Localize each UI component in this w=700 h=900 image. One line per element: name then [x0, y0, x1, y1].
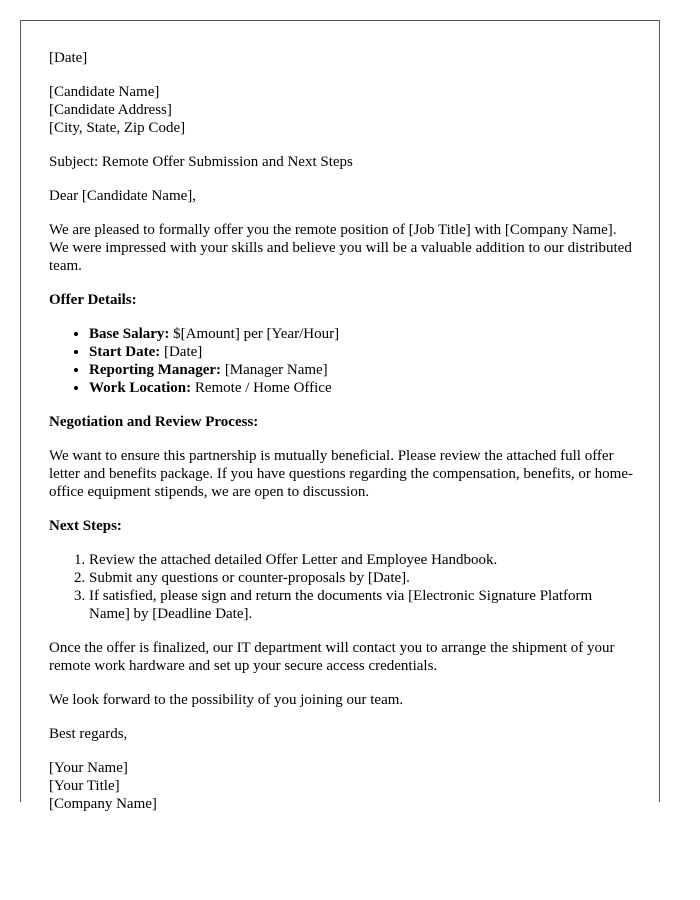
offer-details-heading: Offer Details: [49, 292, 137, 308]
offer-item-value: Remote / Home Office [191, 380, 332, 396]
next-steps-list [49, 551, 633, 623]
letter-page [20, 20, 660, 812]
signature-name: [Your Name] [49, 760, 128, 776]
negotiation-heading: Negotiation and Review Process: [49, 414, 259, 430]
next-steps-heading: Next Steps: [49, 518, 122, 534]
negotiation-paragraph: We want to ensure this partnership is mutually beneficial. Please review the attached full offer letter and benefits package. If you have questions regarding the compensation, benefits, or home-office equipment stipends, we are open to discussion. [49, 448, 633, 500]
offer-item-value: [Date] [160, 344, 203, 360]
letter-salutation: Dear [Candidate Name], [49, 188, 197, 204]
letter-subject: Subject: Remote Offer Submission and Next Steps [49, 154, 353, 170]
intro-paragraph: We are pleased to formally offer you the remote position of [Job Title] with [Company Name]. We were impressed with your skills and believe you will be a valuable addition to our distributed team. [49, 222, 632, 274]
recipient-city-state-zip: [City, State, Zip Code] [49, 120, 186, 136]
it-paragraph: Once the offer is finalized, our IT department will contact you to arrange the shipment of your remote work hardware and set up your secure access credentials. [49, 640, 615, 674]
list-item [89, 361, 633, 379]
recipient-address: [Candidate Address] [49, 102, 172, 118]
letter-date: [Date] [49, 50, 88, 66]
letter-content [49, 49, 633, 813]
signature-block [49, 759, 633, 813]
list-item: 2. Submit any questions or counter-proposals by [Date]. [89, 569, 633, 587]
recipient-block [49, 83, 633, 137]
list-item: 1. Review the attached detailed Offer Letter and Employee Handbook. [89, 551, 633, 569]
closing-line: We look forward to the possibility of you joining our team. [49, 692, 404, 708]
list-item [89, 379, 633, 397]
offer-item-value: [Manager Name] [221, 362, 328, 378]
offer-item-label: Base Salary: [89, 326, 170, 342]
list-item [89, 343, 633, 361]
offer-item-value: $[Amount] per [Year/Hour] [169, 326, 340, 342]
offer-details-list [49, 325, 633, 397]
offer-item-label: Start Date: [89, 344, 161, 360]
list-item [89, 325, 633, 343]
recipient-name: [Candidate Name] [49, 84, 160, 100]
signature-title: [Your Title] [49, 778, 120, 794]
offer-item-label: Work Location: [89, 380, 192, 396]
sign-off: Best regards, [49, 726, 128, 742]
offer-item-label: Reporting Manager: [89, 362, 222, 378]
signature-company: [Company Name] [49, 796, 157, 812]
list-item: 3. If satisfied, please sign and return the documents via [Electronic Signature Platform Name] by [Deadline Date]. [89, 587, 633, 623]
